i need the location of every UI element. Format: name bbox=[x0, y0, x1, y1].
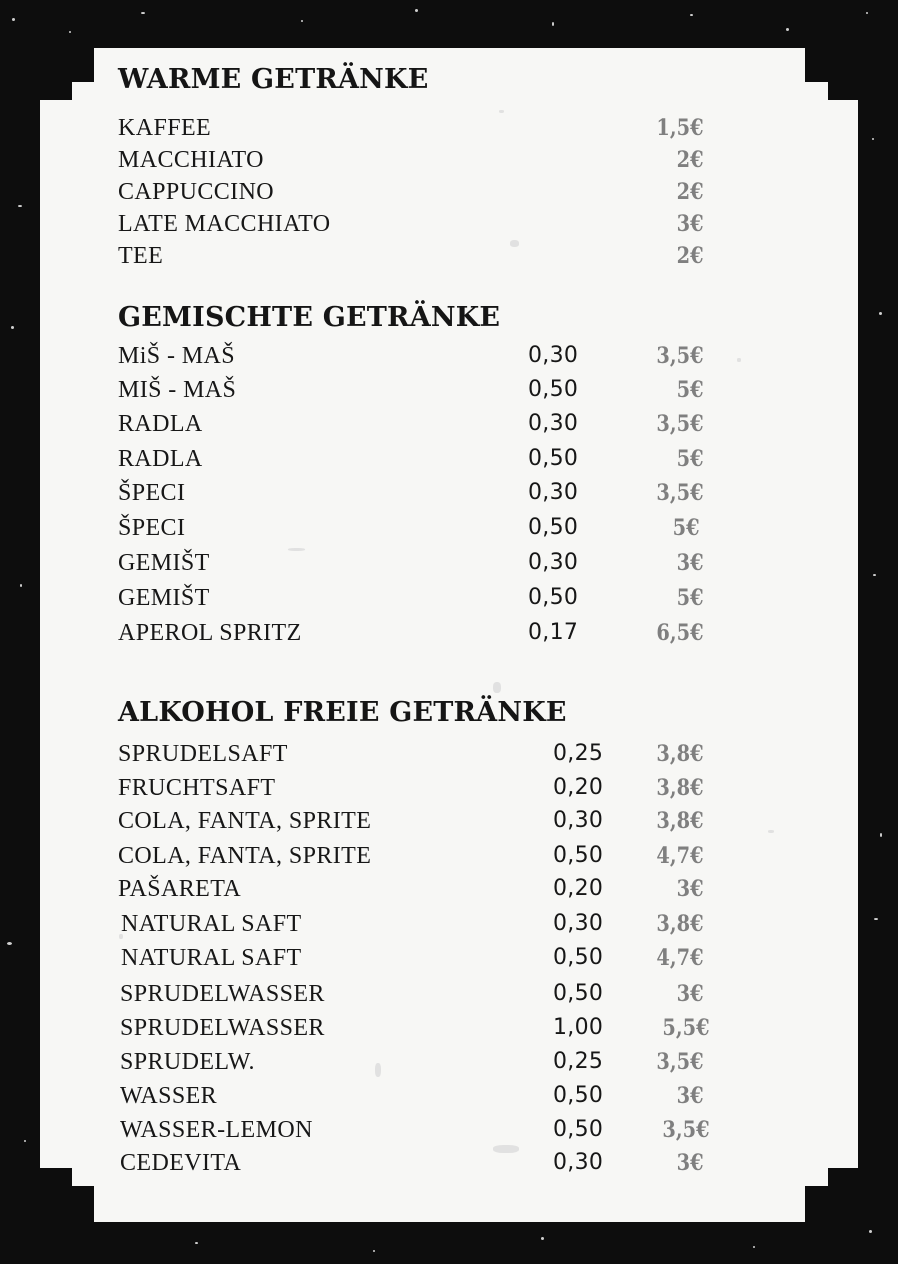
item-name: CEDEVITA bbox=[120, 1150, 242, 1176]
item-name: WASSER bbox=[120, 1083, 218, 1109]
item-name: LATE MACCHIATO bbox=[118, 211, 331, 237]
menu-item bbox=[118, 1012, 718, 1044]
item-volume: 0,50 bbox=[553, 1117, 604, 1142]
item-price: 5€ bbox=[677, 377, 704, 403]
item-name: WASSER-LEMON bbox=[120, 1117, 313, 1143]
background-speckle bbox=[786, 28, 789, 31]
item-price: 3,8€ bbox=[656, 808, 704, 834]
background-speckle bbox=[879, 312, 882, 315]
menu-item bbox=[118, 208, 718, 240]
non-alcoholic-drinks-title: ALKOHOL FREIE GETRÄNKE bbox=[118, 697, 567, 728]
menu-item bbox=[118, 582, 718, 614]
menu-item bbox=[118, 512, 718, 544]
menu-item bbox=[118, 443, 718, 475]
menu-item bbox=[118, 1080, 718, 1112]
background-speckle bbox=[24, 1140, 26, 1142]
item-price: 3€ bbox=[677, 1083, 704, 1109]
background-speckle bbox=[301, 20, 303, 22]
menu-item bbox=[118, 112, 718, 144]
menu-item bbox=[118, 942, 718, 974]
item-volume: 0,50 bbox=[528, 515, 579, 540]
paper-right bbox=[826, 100, 858, 1168]
background-speckle bbox=[880, 833, 882, 837]
item-volume: 0,25 bbox=[553, 1049, 604, 1074]
item-name: NATURAL SAFT bbox=[121, 911, 302, 937]
menu-item bbox=[118, 908, 718, 940]
item-name: ŠPECI bbox=[118, 480, 186, 506]
item-name: FRUCHTSAFT bbox=[118, 775, 276, 801]
item-price: 6,5€ bbox=[656, 620, 704, 646]
menu-item bbox=[118, 1046, 718, 1078]
item-volume: 0,50 bbox=[528, 377, 579, 402]
item-name: ŠPECI bbox=[118, 515, 186, 541]
item-volume: 0,50 bbox=[553, 945, 604, 970]
background-speckle bbox=[873, 574, 876, 576]
menu-item bbox=[118, 374, 718, 406]
item-name: CAPPUCCINO bbox=[118, 179, 275, 205]
background-speckle bbox=[141, 12, 145, 14]
menu-item bbox=[118, 873, 718, 905]
item-name: SPRUDELWASSER bbox=[120, 981, 325, 1007]
item-volume: 0,17 bbox=[528, 620, 579, 645]
paper-texture-fleck bbox=[737, 358, 741, 362]
menu-item bbox=[118, 1147, 718, 1179]
paper-texture-fleck bbox=[493, 682, 501, 693]
item-name: RADLA bbox=[118, 411, 203, 437]
item-price: 3,5€ bbox=[656, 480, 704, 506]
item-name: MACCHIATO bbox=[118, 147, 264, 173]
item-volume: 0,30 bbox=[528, 480, 579, 505]
item-volume: 0,20 bbox=[553, 775, 604, 800]
warm-drinks-title: WARME GETRÄNKE bbox=[118, 64, 429, 95]
menu-item bbox=[118, 738, 718, 770]
paper-left bbox=[40, 100, 74, 1168]
background-speckle bbox=[195, 1242, 198, 1244]
background-speckle bbox=[874, 918, 878, 920]
item-price: 3,5€ bbox=[656, 343, 704, 369]
item-name: SPRUDELSAFT bbox=[118, 741, 288, 767]
item-price: 5€ bbox=[677, 446, 704, 472]
item-volume: 0,30 bbox=[553, 1150, 604, 1175]
menu-item bbox=[118, 978, 718, 1010]
item-volume: 0,50 bbox=[553, 843, 604, 868]
item-price: 3€ bbox=[677, 1150, 704, 1176]
background-speckle bbox=[753, 1246, 755, 1248]
item-volume: 0,30 bbox=[528, 411, 579, 436]
menu-item bbox=[118, 144, 718, 176]
item-price: 3,8€ bbox=[656, 911, 704, 937]
item-price: 3€ bbox=[677, 211, 704, 237]
item-volume: 0,20 bbox=[553, 876, 604, 901]
menu-item bbox=[118, 176, 718, 208]
background-speckle bbox=[541, 1237, 544, 1240]
paper-right-step bbox=[804, 82, 828, 1186]
item-price: 3,8€ bbox=[656, 741, 704, 767]
background-speckle bbox=[415, 9, 418, 12]
item-name: SPRUDELW. bbox=[120, 1049, 255, 1075]
item-volume: 0,25 bbox=[553, 741, 604, 766]
item-price: 2€ bbox=[677, 243, 704, 269]
item-price: 3,8€ bbox=[656, 775, 704, 801]
menu-item bbox=[118, 547, 718, 579]
item-price: 3€ bbox=[677, 550, 704, 576]
item-name: PAŠARETA bbox=[118, 876, 242, 902]
item-price: 4,7€ bbox=[656, 945, 704, 971]
menu-item bbox=[118, 805, 718, 837]
background-speckle bbox=[12, 18, 15, 21]
menu-item bbox=[118, 408, 718, 440]
menu-item bbox=[118, 240, 718, 272]
item-volume: 0,50 bbox=[553, 1083, 604, 1108]
item-price: 2€ bbox=[677, 179, 704, 205]
item-volume: 0,50 bbox=[528, 446, 579, 471]
item-name: RADLA bbox=[118, 446, 203, 472]
item-name: NATURAL SAFT bbox=[121, 945, 302, 971]
item-price: 3,5€ bbox=[662, 1117, 710, 1143]
menu-item bbox=[118, 477, 718, 509]
item-price: 3,5€ bbox=[656, 1049, 704, 1075]
item-price: 5,5€ bbox=[662, 1015, 710, 1041]
background-speckle bbox=[869, 1230, 872, 1233]
item-price: 5€ bbox=[677, 585, 704, 611]
background-speckle bbox=[866, 12, 868, 14]
item-price: 4,7€ bbox=[656, 843, 704, 869]
item-price: 5€ bbox=[673, 515, 700, 541]
background-speckle bbox=[7, 942, 12, 945]
item-name: APEROL SPRITZ bbox=[118, 620, 302, 646]
item-name: GEMIŠT bbox=[118, 585, 210, 611]
item-price: 3€ bbox=[677, 876, 704, 902]
background-speckle bbox=[20, 584, 22, 587]
item-name: COLA, FANTA, SPRITE bbox=[118, 808, 372, 834]
item-name: TEE bbox=[118, 243, 164, 269]
item-volume: 0,30 bbox=[528, 343, 579, 368]
item-volume: 0,50 bbox=[528, 585, 579, 610]
menu-item bbox=[118, 340, 718, 372]
paper-left-step bbox=[72, 82, 96, 1186]
background-speckle bbox=[373, 1250, 375, 1252]
item-volume: 0,30 bbox=[553, 911, 604, 936]
item-price: 3,5€ bbox=[656, 411, 704, 437]
item-volume: 1,00 bbox=[553, 1015, 604, 1040]
item-price: 3€ bbox=[677, 981, 704, 1007]
item-price: 1,5€ bbox=[656, 115, 704, 141]
item-name: SPRUDELWASSER bbox=[120, 1015, 325, 1041]
item-name: MiŠ - MAŠ bbox=[118, 343, 235, 369]
item-name: COLA, FANTA, SPRITE bbox=[118, 843, 372, 869]
item-volume: 0,30 bbox=[528, 550, 579, 575]
item-name: KAFFEE bbox=[118, 115, 212, 141]
item-volume: 0,50 bbox=[553, 981, 604, 1006]
menu-item bbox=[118, 617, 718, 649]
background-speckle bbox=[69, 31, 71, 33]
item-name: GEMIŠT bbox=[118, 550, 210, 576]
background-speckle bbox=[18, 205, 22, 207]
background-speckle bbox=[552, 22, 554, 26]
menu-item bbox=[118, 772, 718, 804]
item-price: 2€ bbox=[677, 147, 704, 173]
item-volume: 0,30 bbox=[553, 808, 604, 833]
background-speckle bbox=[11, 326, 14, 329]
paper-texture-fleck bbox=[768, 830, 774, 833]
background-speckle bbox=[872, 138, 874, 140]
menu-item bbox=[118, 1114, 718, 1146]
item-name: MIŠ - MAŠ bbox=[118, 377, 237, 403]
menu-item bbox=[118, 840, 718, 872]
mixed-drinks-title: GEMISCHTE GETRÄNKE bbox=[118, 302, 501, 333]
background-speckle bbox=[690, 14, 693, 16]
